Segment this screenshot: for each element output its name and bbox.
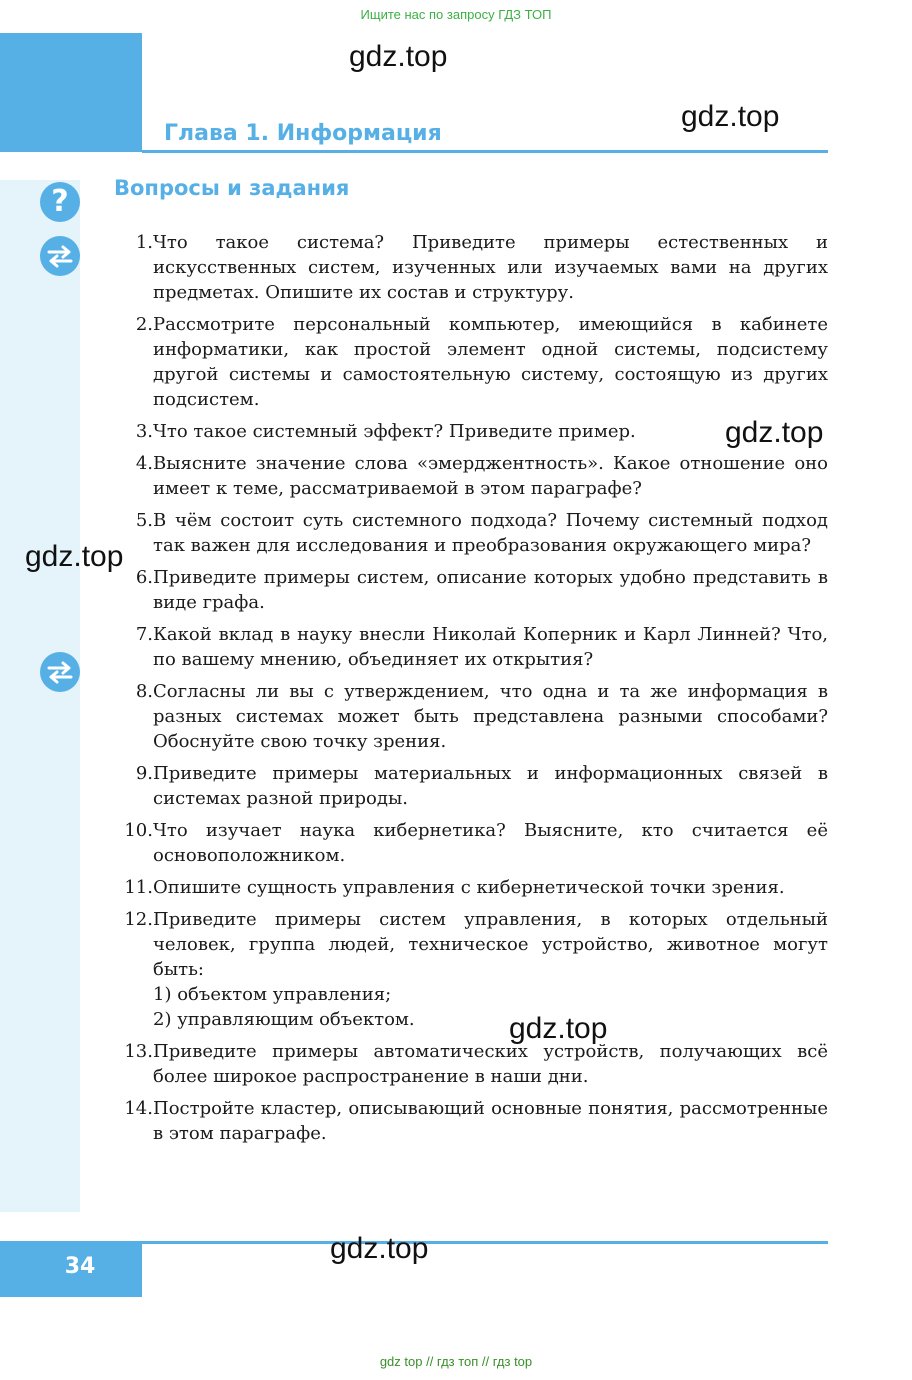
- question-text: Приведите примеры автоматических устройств, получающих всё более широкое распространение в наши дни.: [153, 1041, 828, 1087]
- list-item: [110, 565, 828, 615]
- question-number: 1.: [135, 232, 153, 253]
- chapter-title: Глава 1. Информация: [164, 121, 442, 146]
- watermark: gdz.top: [330, 1232, 429, 1265]
- question-number: 7.: [135, 624, 153, 645]
- list-item: [110, 907, 828, 1032]
- question-number: 11.: [124, 877, 153, 898]
- top-search-note: Ищите нас по запросу ГДЗ ТОП: [360, 7, 552, 22]
- page-number: 34: [64, 1254, 96, 1279]
- watermark: gdz.top: [725, 416, 824, 449]
- watermark: gdz.top: [25, 540, 124, 573]
- bottom-note: gdz top // гдз топ // гдз top: [379, 1354, 533, 1369]
- question-number: 14.: [124, 1098, 153, 1119]
- header-color-block: [0, 33, 142, 152]
- watermark: gdz.top: [681, 100, 780, 133]
- question-text: Что такое система? Приведите примеры естественных и искусственных систем, изученных или изучаемых вами на других предметах. Опишите их состав и структуру.: [153, 232, 828, 303]
- list-item: [110, 818, 828, 868]
- list-item: [110, 875, 828, 900]
- question-icon-glyph: ?: [51, 184, 69, 219]
- sub-item: 1) объектом управления;: [153, 984, 392, 1005]
- question-text: Приведите примеры систем управления, в которых отдельный человек, группа людей, техническое устройство, животное могут быть:: [153, 909, 828, 980]
- question-number: 6.: [135, 567, 153, 588]
- list-item: [110, 312, 828, 412]
- question-text: Какой вклад в науку внесли Николай Коперник и Карл Линней? Что, по вашему мнению, объединяет их открытия?: [153, 624, 828, 670]
- sub-item: 2) управляющим объектом.: [153, 1009, 415, 1030]
- section-title: Вопросы и задания: [114, 176, 350, 200]
- side-strip: [0, 180, 80, 1212]
- watermark: gdz.top: [509, 1012, 608, 1045]
- list-item: [110, 508, 828, 558]
- question-number: 9.: [135, 763, 153, 784]
- list-item: [110, 679, 828, 754]
- header-divider: [142, 150, 828, 153]
- question-number: 12.: [124, 909, 153, 930]
- exchange-icon: [40, 652, 80, 692]
- question-text: Постройте кластер, описывающий основные понятия, рассмотренные в этом параграфе.: [153, 1098, 828, 1144]
- question-number: 4.: [135, 453, 153, 474]
- question-text: Приведите примеры материальных и информационных связей в системах разной природы.: [153, 763, 828, 809]
- question-text: Что изучает наука кибернетика? Выясните, кто считается её основоположником.: [153, 820, 828, 866]
- question-number: 5.: [135, 510, 153, 531]
- list-item: [110, 451, 828, 501]
- question-text: Приведите примеры систем, описание которых удобно представить в виде графа.: [153, 567, 828, 613]
- question-text: Выясните значение слова «эмерджентность». Какое отношение оно имеет к теме, рассматриваемой в этом параграфе?: [153, 453, 828, 499]
- watermark: gdz.top: [349, 40, 448, 73]
- question-number: 3.: [135, 421, 153, 442]
- question-text: В чём состоит суть системного подхода? Почему системный подход так важен для исследования и преобразования окружающего мира?: [153, 510, 828, 556]
- question-number: 2.: [135, 314, 153, 335]
- questions-list: [110, 230, 828, 1153]
- exchange-icon: [40, 236, 80, 276]
- list-item: [110, 761, 828, 811]
- question-text: Что такое системный эффект? Приведите пример.: [153, 421, 636, 442]
- list-item: [110, 1096, 828, 1146]
- list-item: [110, 622, 828, 672]
- question-text: Согласны ли вы с утверждением, что одна и та же информация в разных системах может быть представлена разными способами? Обоснуйте свою точку зрения.: [153, 681, 828, 752]
- list-item: [110, 419, 828, 444]
- list-item: [110, 1039, 828, 1089]
- footer-divider: [142, 1241, 828, 1244]
- list-item: [110, 230, 828, 305]
- question-text: Рассмотрите персональный компьютер, имеющийся в кабинете информатики, как простой элемент одной системы, подсистему другой системы и самостоятельную систему, состоящую из других подсистем.: [153, 314, 828, 410]
- question-number: 8.: [135, 681, 153, 702]
- question-number: 10.: [124, 820, 153, 841]
- question-icon: [40, 182, 80, 222]
- question-number: 13.: [124, 1041, 153, 1062]
- question-text: Опишите сущность управления с кибернетической точки зрения.: [153, 877, 785, 898]
